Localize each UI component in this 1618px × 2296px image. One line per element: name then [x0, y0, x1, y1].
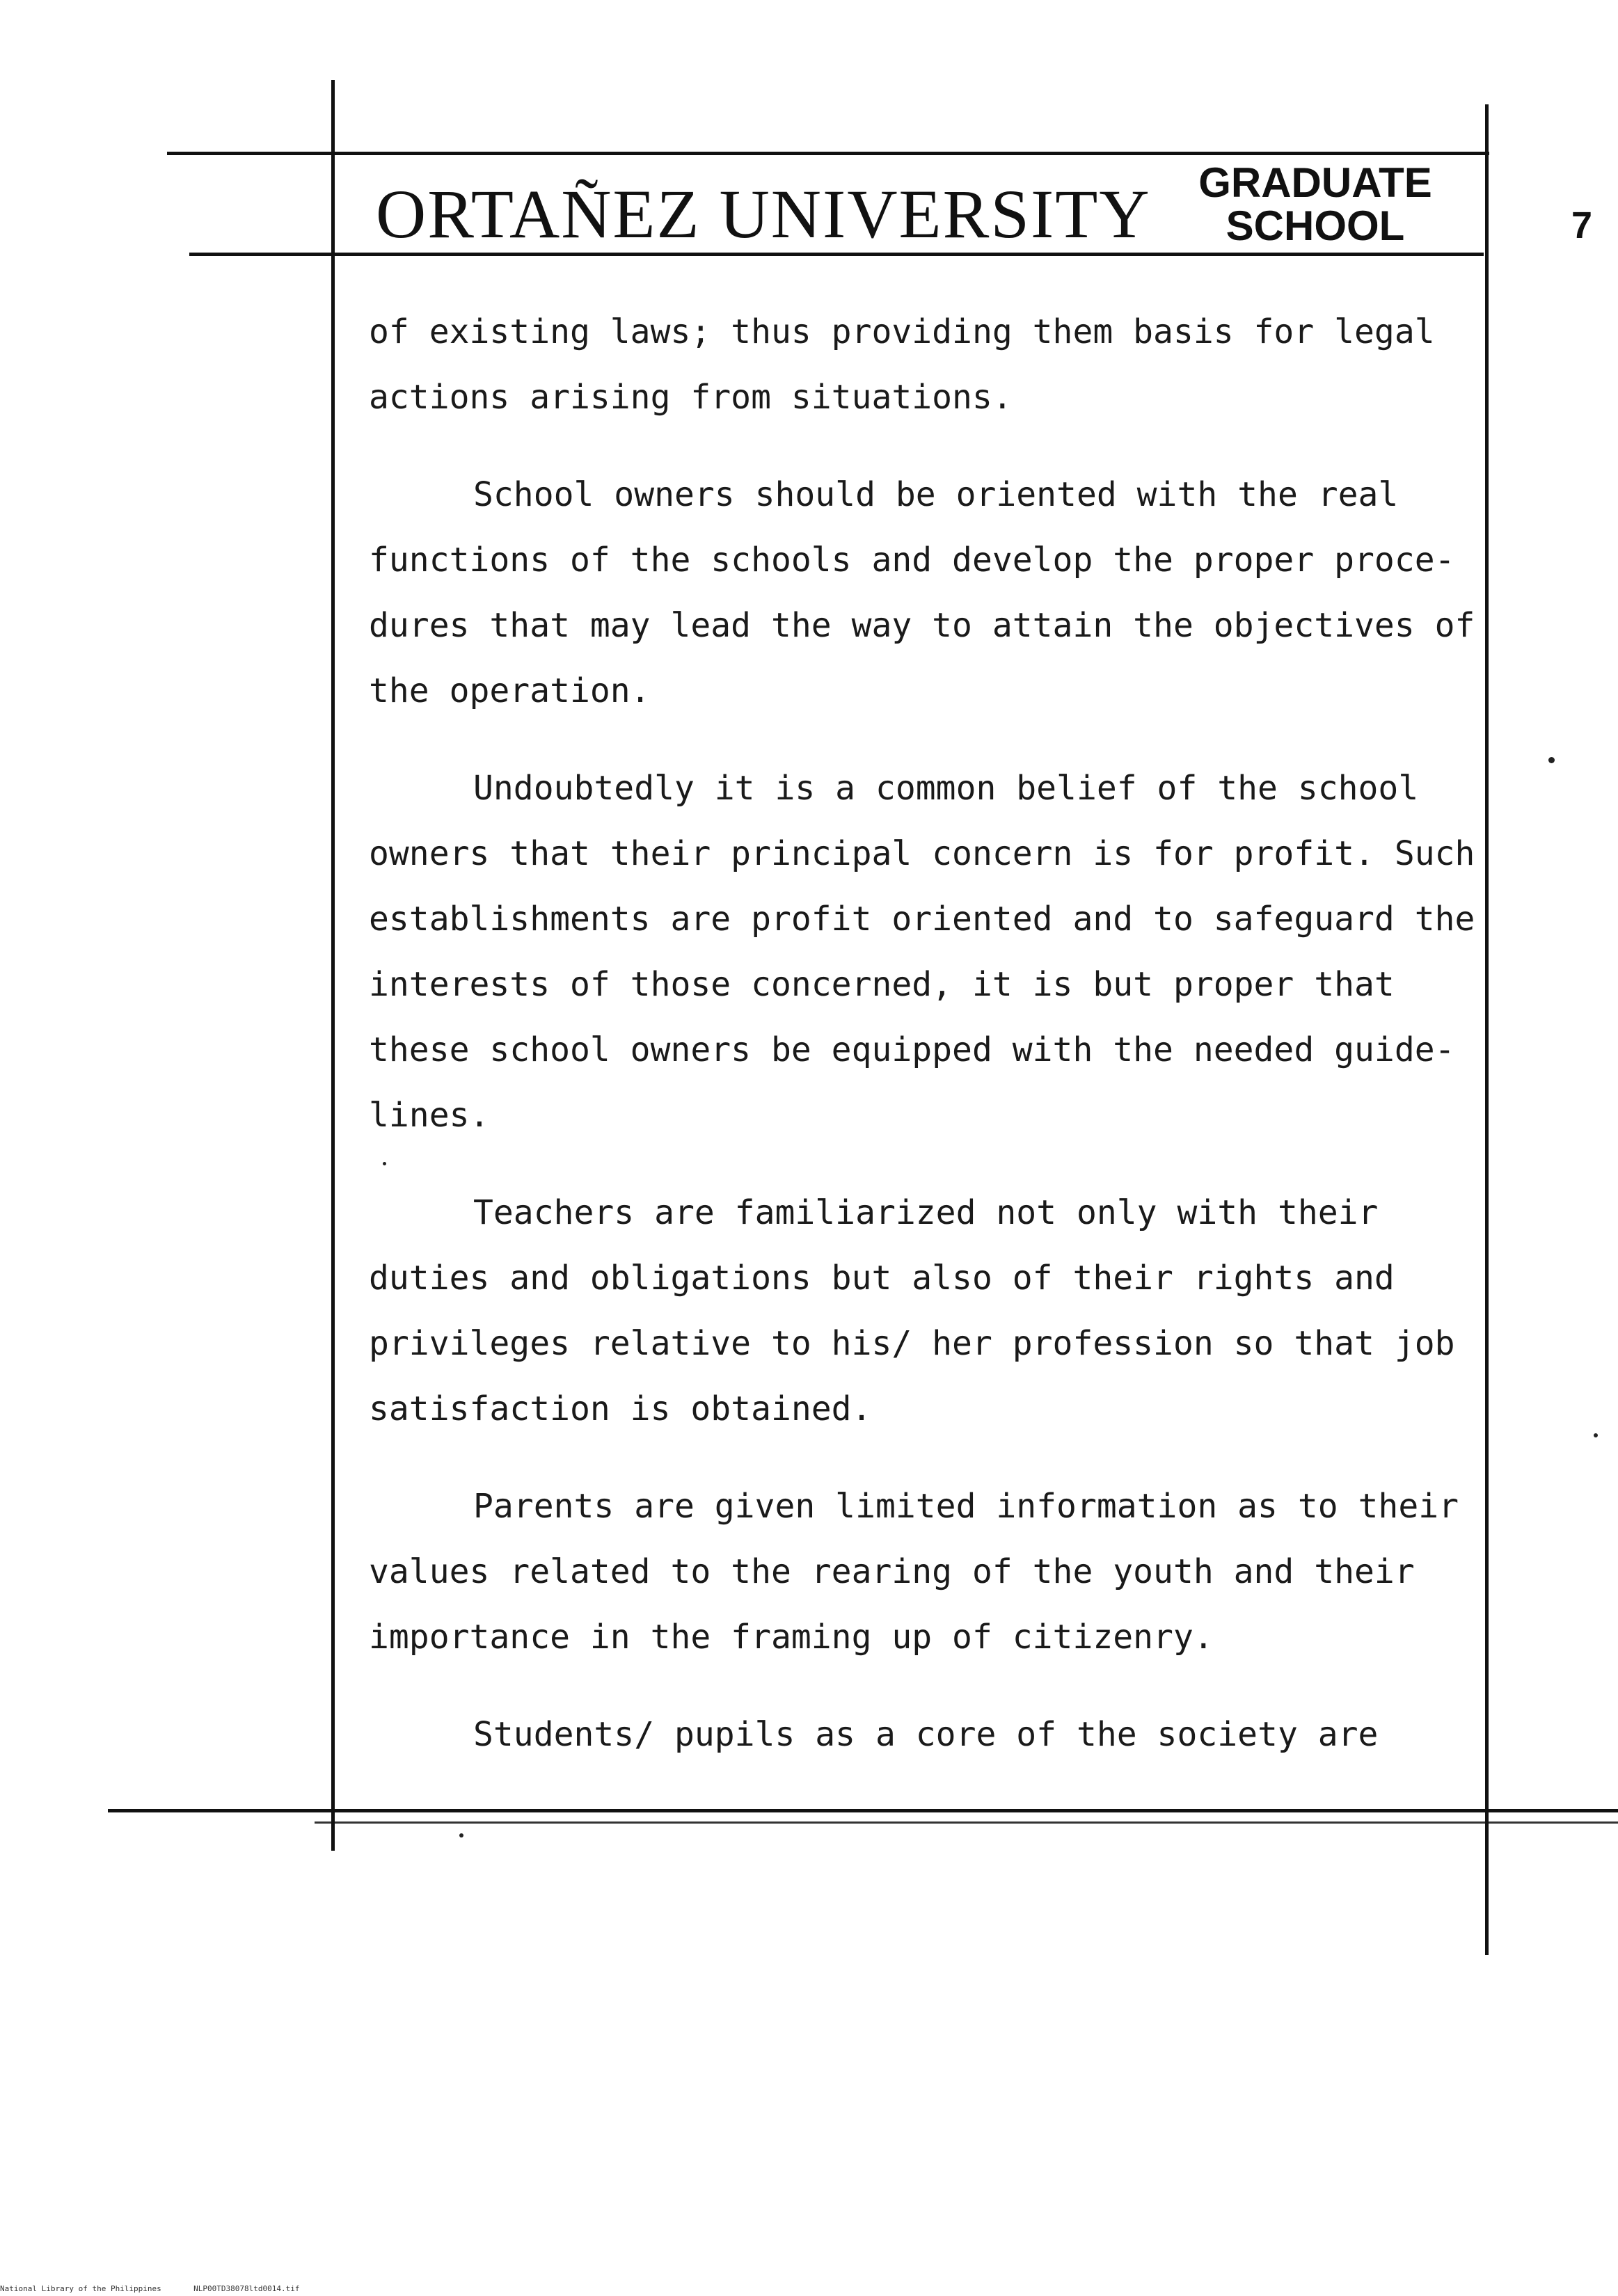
school-name-line2: SCHOOL [1226, 202, 1405, 249]
text-line: duties and obligations but also of their rights and [369, 1259, 1395, 1298]
text-line: actions arising from situations. [369, 378, 1013, 417]
scan-speck [1594, 1433, 1598, 1437]
text-line: lines. [369, 1096, 490, 1135]
scan-file: NLP00TD38078ltd0014.tif [193, 2284, 300, 2293]
right-margin-rule [1485, 104, 1489, 1955]
page-number: 7 [1571, 205, 1593, 246]
text-line: the operation. [369, 671, 651, 710]
text-line: Undoubtedly it is a common belief of the school [473, 769, 1419, 808]
body-text [369, 299, 1475, 1799]
school-name [1183, 161, 1448, 248]
text-line: values related to the rearing of the youth and their [369, 1552, 1415, 1591]
school-name-line1: GRADUATE [1198, 159, 1432, 206]
text-line: satisfaction is obtained. [369, 1389, 872, 1428]
text-line: of existing laws; thus providing them basis for legal [369, 312, 1435, 351]
scan-speck [383, 1162, 386, 1165]
header-top-rule [167, 152, 1489, 155]
paragraph [369, 462, 1475, 724]
scan-source-footer [0, 2284, 299, 2293]
text-line: owners that their principal concern is for profit. Such [369, 834, 1475, 873]
text-line: importance in the framing up of citizenry. [369, 1618, 1214, 1657]
text-line: School owners should be oriented with the real [473, 475, 1399, 514]
text-line: Students/ pupils as a core of the society are [473, 1715, 1379, 1754]
text-line: dures that may lead the way to attain the objectives of [369, 606, 1475, 645]
paragraph [369, 1180, 1454, 1442]
text-line: these school owners be equipped with the needed guide- [369, 1030, 1455, 1069]
scan-speck [1548, 757, 1555, 763]
paragraph [369, 756, 1475, 1148]
scan-source: National Library of the Philippines [0, 2284, 161, 2293]
text-line: Parents are given limited information as to their [473, 1487, 1459, 1526]
paragraph [369, 1702, 1454, 1767]
paragraph [369, 299, 1454, 430]
text-line: interests of those concerned, it is but proper that [369, 965, 1395, 1004]
paragraph [369, 1474, 1459, 1670]
text-line: privileges relative to his/ her profession so that job [369, 1324, 1455, 1363]
text-line: Teachers are familiarized not only with their [473, 1193, 1379, 1232]
footer-rule-secondary [315, 1821, 1618, 1824]
university-name: ORTAÑEZ UNIVERSITY [376, 175, 1151, 253]
text-line: establishments are profit oriented and to safeguard the [369, 900, 1475, 939]
scan-speck [459, 1833, 463, 1837]
left-margin-rule [331, 80, 335, 1851]
text-line: functions of the schools and develop the proper proce- [369, 541, 1455, 580]
